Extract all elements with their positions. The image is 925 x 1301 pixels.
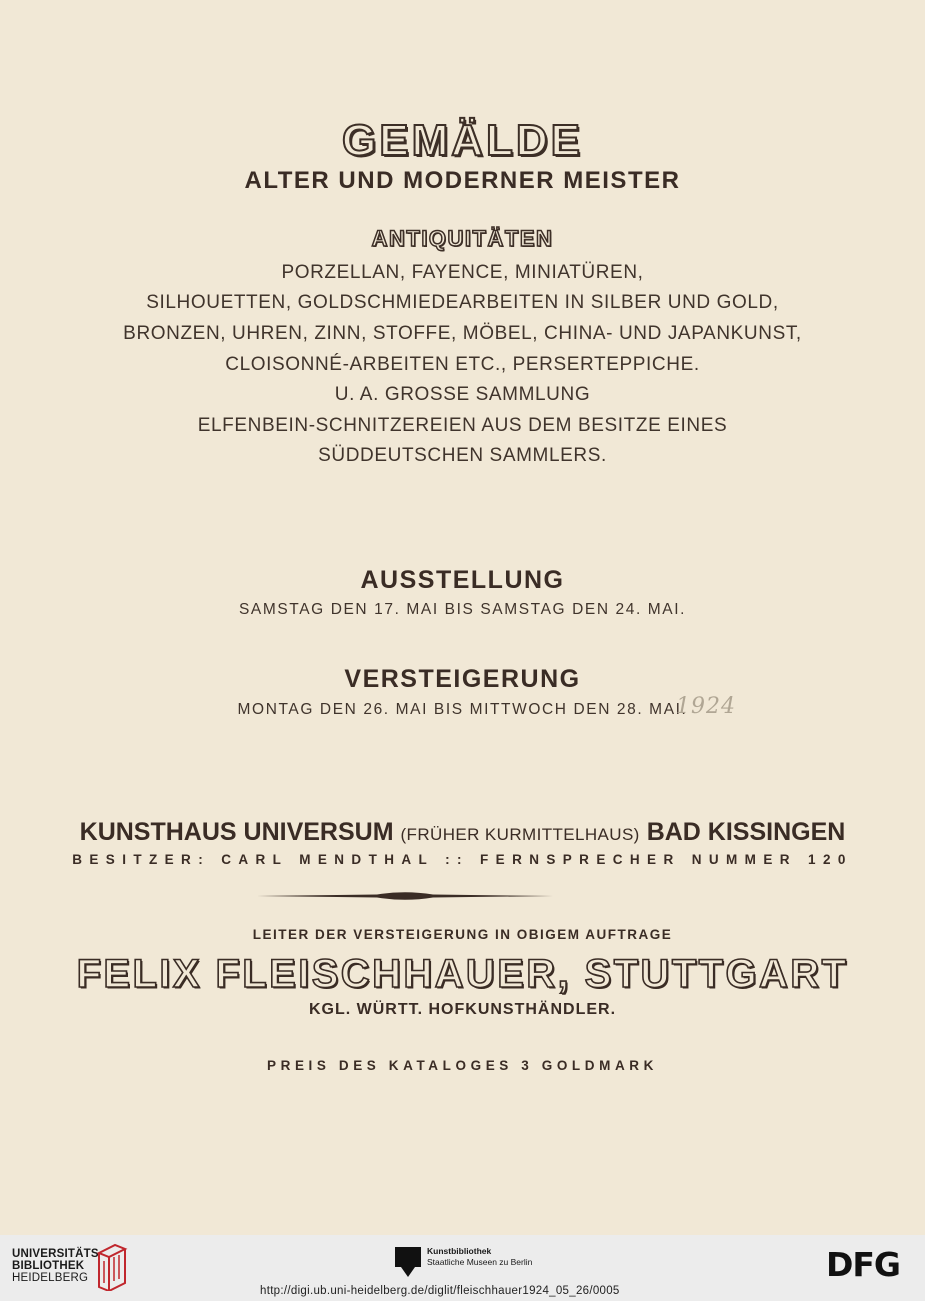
- description-line: SÜDDEUTSCHEN SAMMLERS.: [318, 445, 607, 466]
- library-name-line: UNIVERSITÄTS-: [12, 1248, 103, 1260]
- permalink[interactable]: http://digi.ub.uni-heidelberg.de/diglit/fleischhauer1924_05_26/0005: [260, 1285, 620, 1297]
- description-line: CLOISONNÉ-ARBEITEN ETC., PERSERTEPPICHE.: [225, 354, 700, 375]
- venue-city: BAD KISSINGEN: [646, 818, 846, 846]
- antiquities-heading: ANTIQUITÄTEN: [371, 226, 554, 251]
- heidelberg-library-logo-icon: [95, 1243, 129, 1291]
- catalog-subtitle: ALTER UND MODERNER MEISTER: [244, 167, 681, 194]
- owner-line: BESITZER: CARL MENDTHAL :: FERNSPRECHER NUMMER 120: [72, 852, 853, 867]
- exhibition-dates: SAMSTAG DEN 17. MAI BIS SAMSTAG DEN 24. MAI.: [238, 601, 687, 618]
- ornamental-divider: [257, 890, 553, 902]
- venue-former-name: (FRÜHER KURMITTELHAUS): [400, 825, 640, 844]
- catalog-price: PREIS DES KATALOGES 3 GOLDMARK: [266, 1058, 659, 1073]
- auction-dates: MONTAG DEN 26. MAI BIS MITTWOCH DEN 28. MAI.: [237, 701, 688, 718]
- director-intro: LEITER DER VERSTEIGERUNG IN OBIGEM AUFTRAGE: [252, 927, 673, 942]
- dfg-logo: DFG: [826, 1245, 901, 1284]
- description-line: ELFENBEIN-SCHNITZEREIEN AUS DEM BESITZE EINES: [197, 415, 728, 436]
- library-name: [12, 1248, 103, 1284]
- library-name-line: BIBLIOTHEK: [12, 1260, 85, 1272]
- kb-line: Kunstbibliothek: [427, 1246, 492, 1256]
- kunstbibliothek-name: [427, 1246, 532, 1268]
- exhibition-heading: AUSSTELLUNG: [360, 566, 565, 594]
- auction-heading: VERSTEIGERUNG: [344, 665, 581, 693]
- venue-name: KUNSTHAUS UNIVERSUM: [79, 818, 394, 846]
- description-line: U. A. GROSSE SAMMLUNG: [334, 384, 591, 405]
- description-line: SILHOUETTEN, GOLDSCHMIEDEARBEITEN IN SILBER UND GOLD,: [146, 292, 779, 313]
- handwritten-year: 1924: [676, 694, 736, 719]
- auctioneer-name: FELIX FLEISCHHAUER, STUTTGART: [76, 952, 849, 996]
- description-line: PORZELLAN, FAYENCE, MINIATÜREN,: [281, 262, 644, 283]
- venue-line: [0, 818, 925, 847]
- auctioneer-title: KGL. WÜRTT. HOFKUNSTHÄNDLER.: [308, 1001, 617, 1018]
- kb-line: Staatliche Museen zu Berlin: [427, 1257, 533, 1267]
- library-name-line: HEIDELBERG: [12, 1272, 89, 1284]
- catalog-title: GEMÄLDE: [342, 116, 583, 165]
- digitization-footer: [0, 1235, 925, 1301]
- kunstbibliothek-logo-icon: [395, 1247, 421, 1277]
- description-line: BRONZEN, UHREN, ZINN, STOFFE, MÖBEL, CHINA- UND JAPANKUNST,: [123, 323, 802, 344]
